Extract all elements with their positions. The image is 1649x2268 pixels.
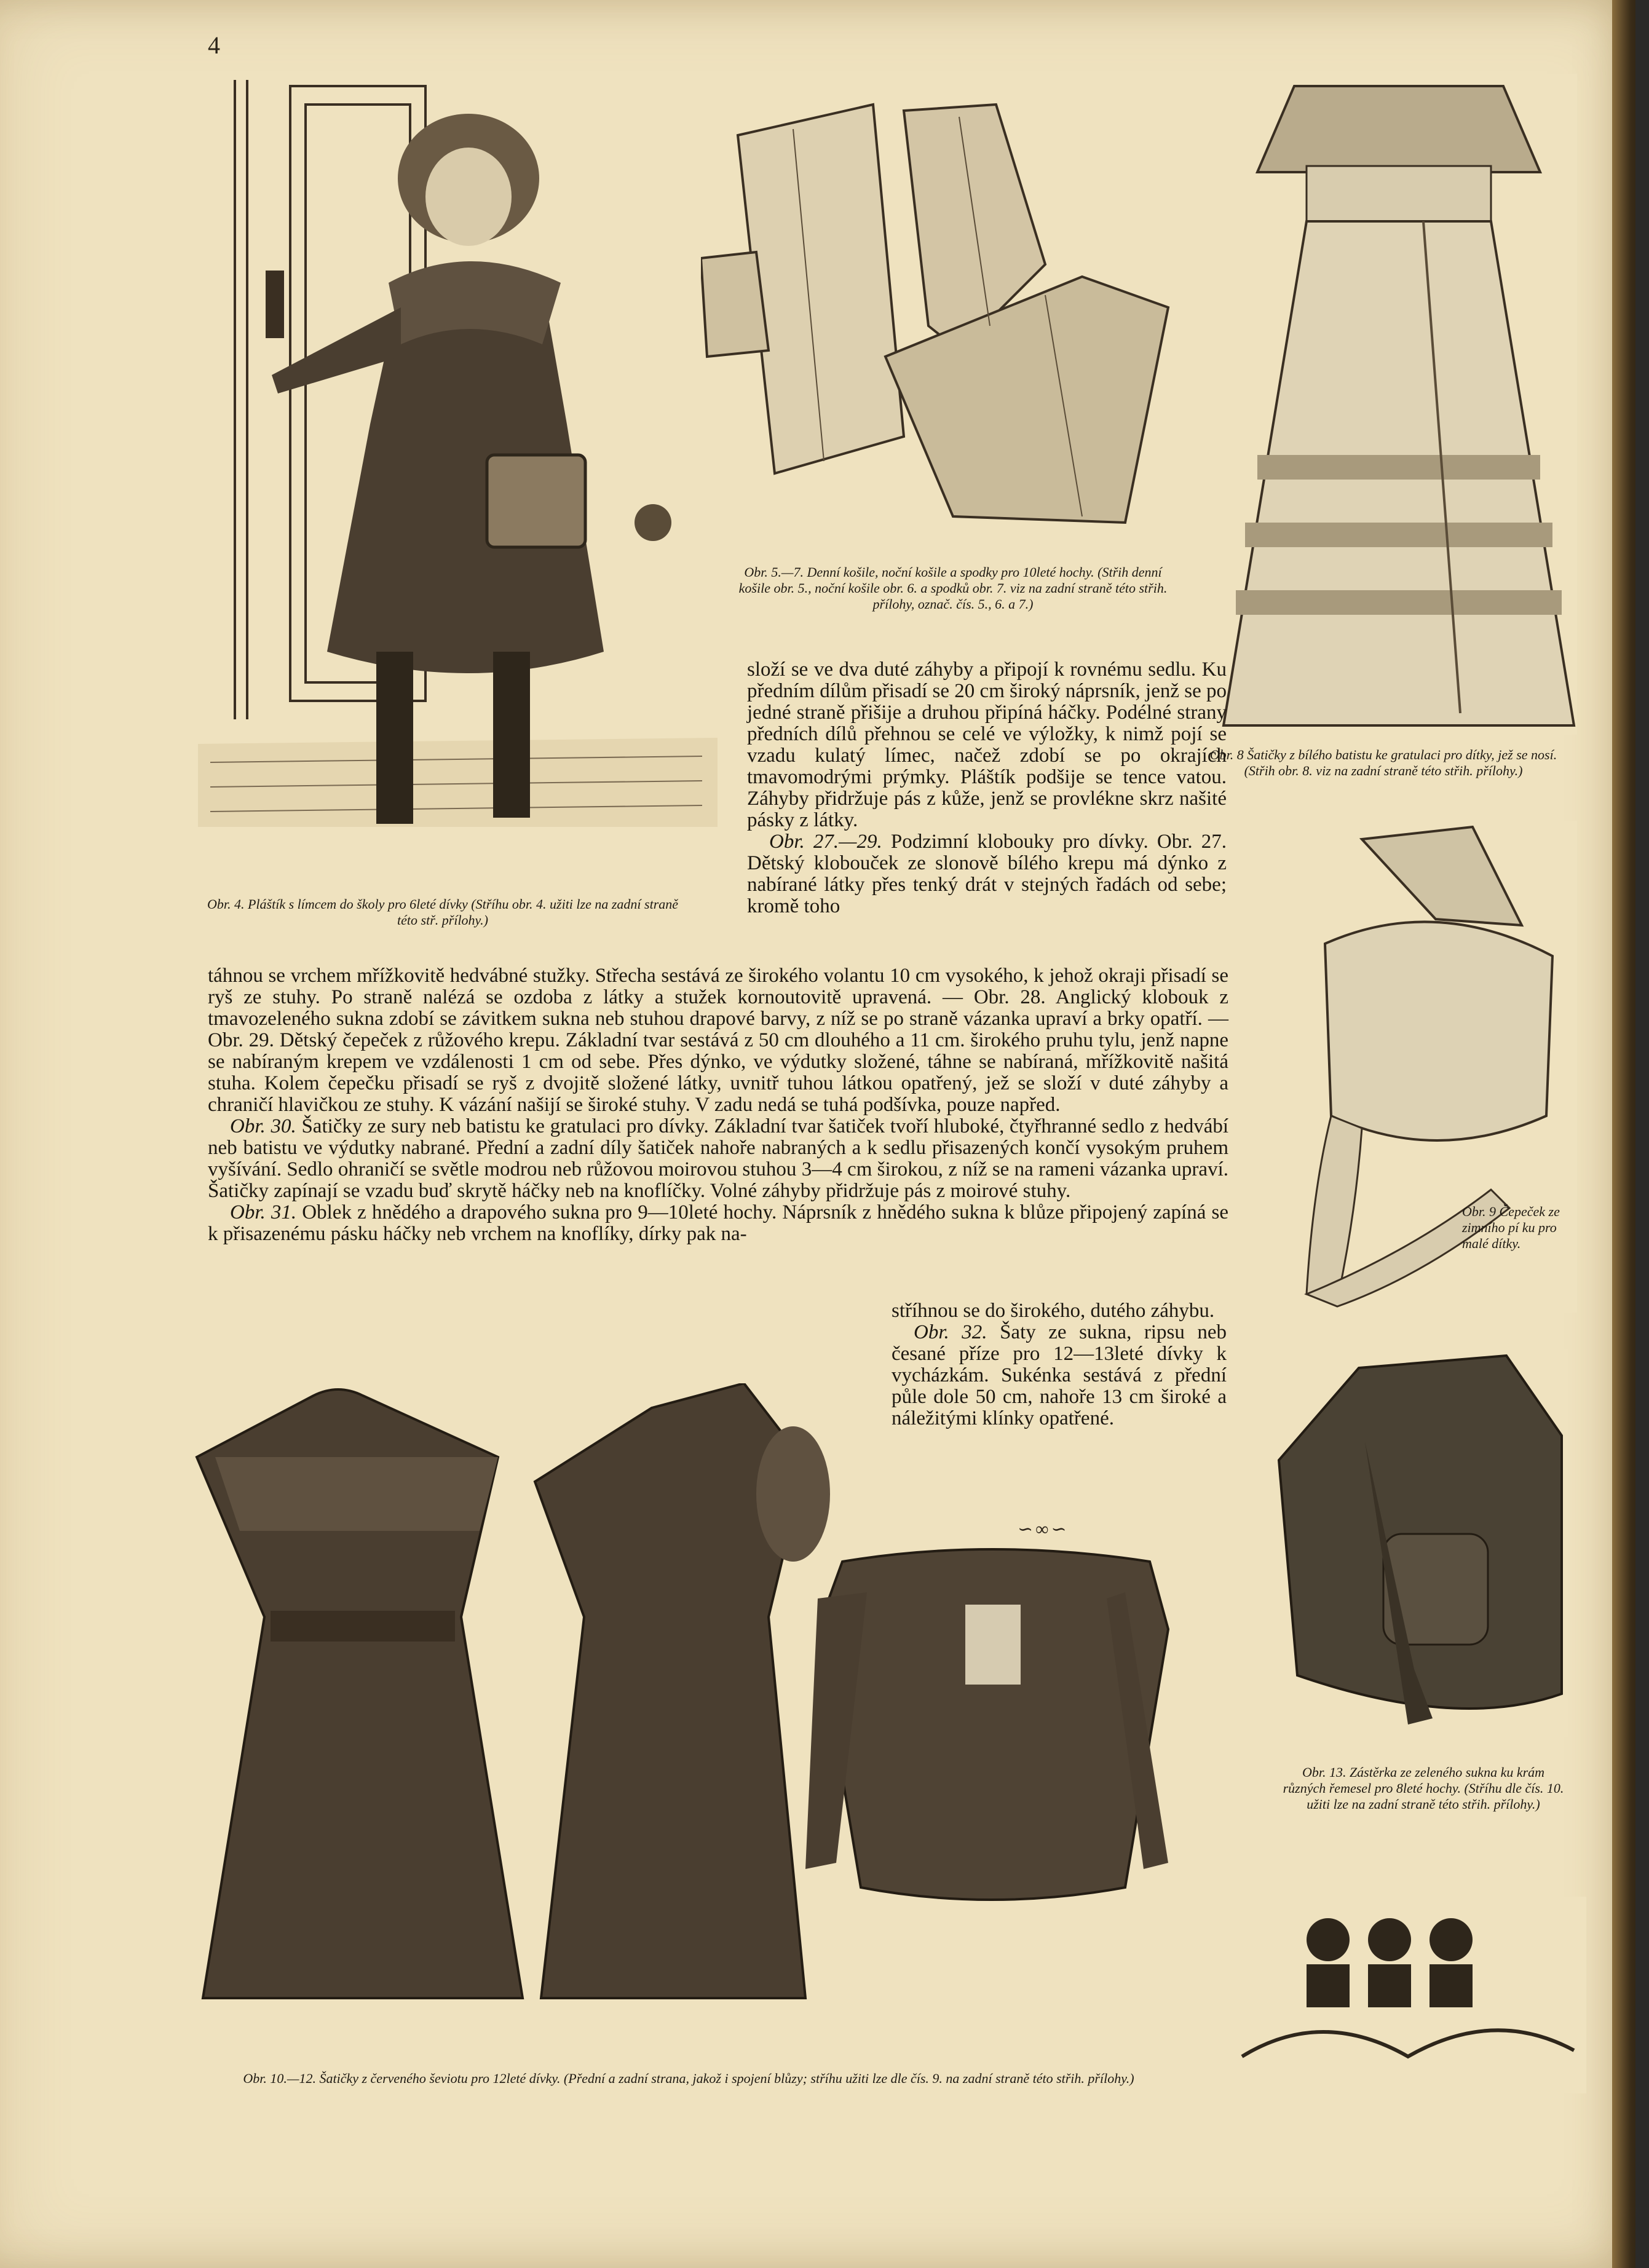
- illustration-shirts: [701, 92, 1217, 541]
- illustration-red-dresses: [191, 1383, 1260, 2078]
- paragraph-4: [208, 1202, 1228, 1245]
- paragraph-1: složí se ve dva duté záhyby a připojí k rovnému sedlu. Ku předním dílům přisadí se 20 cm široký náprsník, jenž se po jedné straně přišije a druhou připíná háčky. Podélné strany předních dílů přehnou se celé ve výložky, k nimž pojí se vzadu kulatý límec, načež zdobí se po okrajích tmavomodrými prýmky. Pláštík podšije se tence vatou. Záhyby přidržuje pás z kůže, jenž se provlékne skrz našité pásky z látky.: [747, 658, 1227, 831]
- caption-fig10-12: Obr. 10.—12. Šatičky z červeného ševiotu pro 12leté dívky. (Přední a zadní strana, jakož i spojení blůzy; stříhu užiti lze dle čís. 9. na zadní straně této střih. přílohy.): [243, 2071, 1134, 2086]
- text-block-3: [892, 1300, 1227, 1429]
- caption-fig5-7: Obr. 5.—7. Denní košile, noční košile a spodky pro 10leté hochy. (Střih denní košile obr. 5., noční košile obr. 6. a spodků obr. 7. viz na zadní straně této střih. přílohy, označ. čís. 5., 6. a 7.): [738, 564, 1168, 612]
- illustration-white-dress: [1220, 74, 1577, 735]
- paragraph-4-continued: stříhnou se do širokého, dutého záhybu.: [892, 1300, 1215, 1322]
- text-block-2: [208, 965, 1228, 1245]
- paragraph-2-heading: Obr. 27.—29.: [769, 831, 882, 853]
- paragraph-5-text: Šaty ze sukna, ripsu neb česané příze pro 12—13leté dívky k vycházkám. Sukénka sestává z přední půle dole 50 cm, nahoře 13 cm široké a náležitými klínky opatřené.: [892, 1321, 1227, 1429]
- caption-fig4: Obr. 4. Pláštík s límcem do školy pro 6leté dívky (Stříhu obr. 4. užiti lze na zadní straně této stř. přílohy.): [207, 896, 679, 928]
- illustration-three-girls-vignette: [1230, 1897, 1586, 2093]
- paragraph-4-heading: Obr. 31.: [230, 1201, 297, 1223]
- text-block-1: [747, 659, 1227, 917]
- caption-fig9: Obr. 9 Čepeček ze zimního pí ku pro malé dítky.: [1462, 1204, 1560, 1251]
- paragraph-2-intro: [747, 831, 1227, 917]
- page-number: 4: [208, 31, 220, 59]
- illustration-girl-coat: [198, 80, 718, 827]
- paragraph-3-heading: Obr. 30.: [230, 1115, 296, 1137]
- paragraph-2-continued: táhnou se vrchem mřížkovitě hedvábné stužky. Střecha sestává ze širokého volantu 10 cm vysokého, k jehož okraji přisadí se ryš ze stuhy. Po straně nalézá se ozdoba z látky a stužek kornoutovitě upravená. — Obr. 28. Anglický klobouk z tmavozeleného sukna zdobí se závitkem sukna neb stuhou drapové barvy, z níž se po straně vázanka upraví a brky opatří. — Obr. 29. Dětský čepeček z růžového krepu. Základní tvar sestává z 50 cm dlouhého a 11 cm. širokého pruhu tylu, jenž napne se nabíraným krepem ve vzdálenosti 1 cm od sebe. Přes dýnko, ve výdutky složené, táhne se nabíraná, mřížkovitě našitá stuha. Kolem čepečku přisadí se ryš z dvojitě složené látky, uvnitř tuhou látkou opatřený, jež se složí v duté záhyby a chraničí hlavičkou ze stuhy. K vázání našijí se široké stuhy. V zadu nedá se tuhá podšívka, pouze napřed.: [208, 965, 1228, 1116]
- paragraph-3-text: Šatičky ze sury neb batistu ke gratulaci pro dívky. Základní tvar šatiček tvoří hluboké, čtyřhranné sedlo z hedvábí neb batistu ve výdutky nabrané. Přední a zadní díly šatiček nahoře nabraných a k sedlu přisazených končí vysokým pruhem vyšívání. Sedlo ohraničí se světle modrou neb růžovou moirovou stuhou 3—4 cm širokou, z níž se na rameni vázanka upraví. Šatičky zapínají se vzadu buď skrytě háčky neb na knoflíčky. Volné záhyby přidržuje pás z moirové stuhy.: [208, 1115, 1229, 1202]
- ornament-divider: ∽∞∽: [1018, 1519, 1069, 1539]
- paragraph-2-text-a: Podzimní klobouky pro dívky. Obr. 27. Dětský klobouček ze slonově bílého krepu má dýnko z nabírané látky přes tenký drát v stejných řadách od sebe; kromě toho: [747, 831, 1227, 917]
- paragraph-4-text-a: Oblek z hnědého a drapového sukna pro 9—10leté hochy. Náprsník z hnědého sukna k blůze připojený zapíná se k přisazenému pásku háčky neb vrchem na knoflíky, dírky pak na-: [208, 1201, 1228, 1245]
- paragraph-5-heading: Obr. 32.: [914, 1321, 987, 1343]
- paragraph-3: [208, 1116, 1228, 1202]
- paragraph-5: [892, 1322, 1227, 1429]
- caption-fig13: Obr. 13. Zástěrka ze zeleného sukna ku krám různých řemesel pro 8leté hochy. (Stříhu dle čís. 10. užiti lze na zadní straně této střih. přílohy.): [1283, 1764, 1564, 1812]
- illustration-apron: [1273, 1349, 1568, 1737]
- caption-fig8: Obr. 8 Šatičky z bílého batistu ke gratulaci pro dítky, jež se nosí. (Střih obr. 8. viz na zadní straně této střih. přílohy.): [1209, 747, 1557, 778]
- book-spine: [1612, 0, 1635, 2268]
